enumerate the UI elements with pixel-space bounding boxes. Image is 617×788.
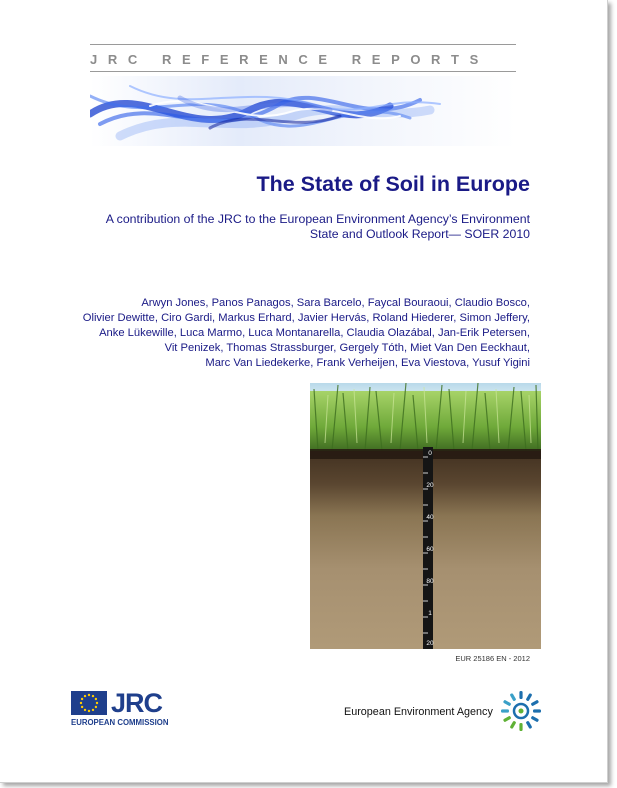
author-line: Olivier Dewitte, Ciro Gardi, Markus Erhard, Javier Hervás, Roland Hiederer, Simon Jeffery, [82,312,530,324]
scale-label: 0 [428,450,432,457]
soil-profile-photo [310,383,541,649]
scale-label: 40 [426,514,434,521]
jrc-logo [71,688,171,731]
author-line: Vit Penizek, Thomas Strassburger, Gergely Tóth, Miet Van Den Eeckhaut, [164,342,530,354]
report-title: The State of Soil in Europe [256,172,530,196]
series-title: JRC REFERENCE REPORTS [90,52,489,67]
author-list [30,296,530,371]
subtitle-line: State and Outlook Report— SOER 2010 [309,227,530,241]
scale-label: 20 [426,482,434,489]
european-commission-text: EUROPEAN COMMISSION [71,718,169,727]
subtitle-line: A contribution of the JRC to the European Environment Agency’s Environment [105,212,530,226]
author-line: Marc Van Liedekerke, Frank Verheijen, Eva Viestova, Yusuf Yigini [205,357,530,369]
report-number: EUR 25186 EN - 2012 [455,654,530,663]
author-line: Arwyn Jones, Panos Panagos, Sara Barcelo, Faycal Bouraoui, Claudio Bosco, [141,297,530,309]
eea-name: European Environment Agency [344,706,493,718]
jrc-logo-text: JRC [111,688,163,718]
scale-label: 20 [426,640,434,647]
series-rule [90,71,516,72]
top-rule [90,44,516,45]
eea-logo-icon [500,690,542,732]
report-subtitle [50,212,530,242]
eu-flag-icon [71,691,107,715]
scale-label: 1 [428,610,432,617]
wave-banner-image [90,76,516,146]
scale-label: 80 [426,578,434,585]
author-line: Anke Lükewille, Luca Marmo, Luca Montanarella, Claudia Olazábal, Jan-Erik Petersen, [99,327,530,339]
scale-label: 60 [426,546,434,553]
